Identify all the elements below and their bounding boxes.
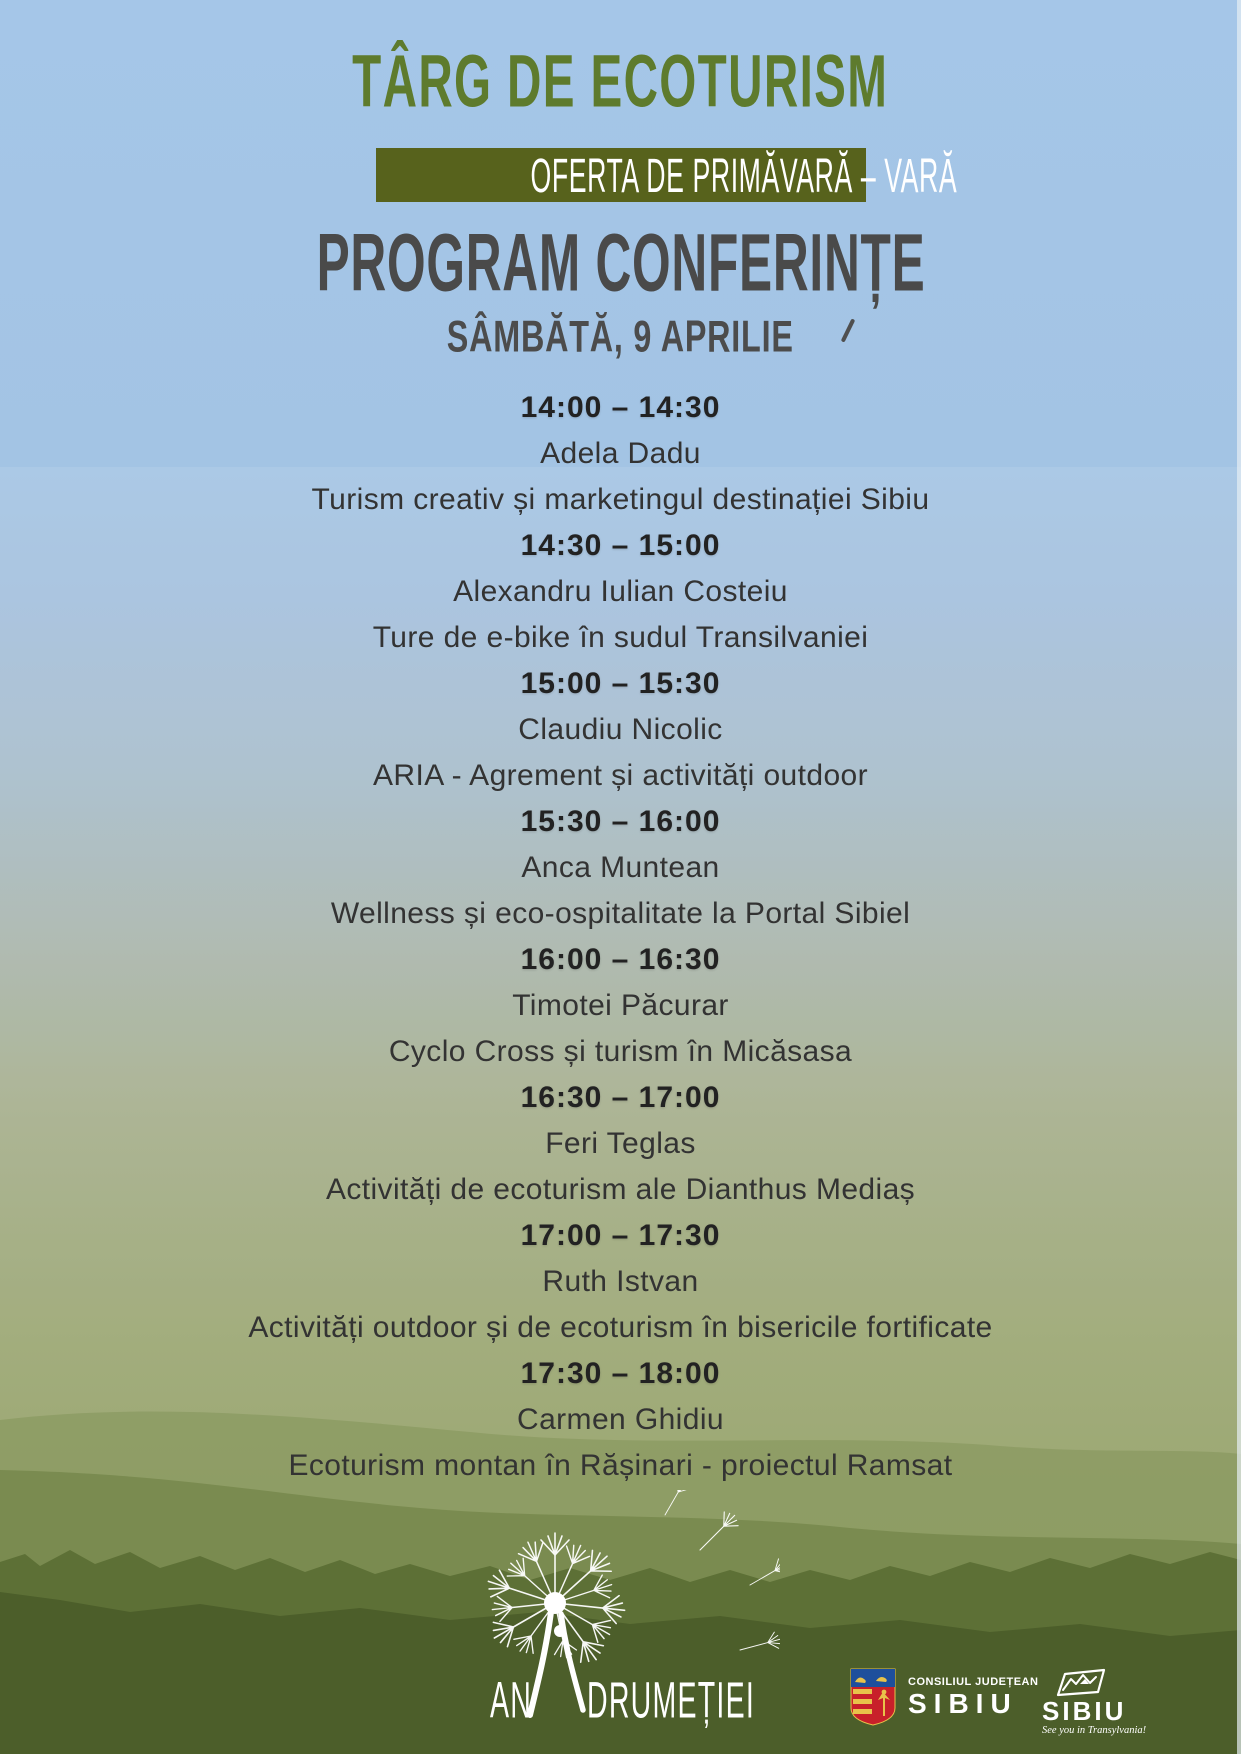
sibiu-tourism-logo xyxy=(1042,1668,1172,1737)
poster-title: TÂRG DE ECOTURISM xyxy=(352,39,889,123)
cj-sibiu-line2: SIBIU xyxy=(908,1688,1018,1719)
slot-time: 14:30 – 15:00 xyxy=(520,529,721,562)
slot-speaker: Ruth Istvan xyxy=(542,1265,699,1298)
date-row xyxy=(0,311,1241,362)
schedule-slot xyxy=(0,799,1241,937)
slot-time: 17:00 – 17:30 xyxy=(520,1219,721,1252)
slot-time: 14:00 – 14:30 xyxy=(520,391,721,424)
conference-schedule xyxy=(0,385,1241,1489)
slot-time: 15:30 – 16:00 xyxy=(520,805,721,838)
schedule-slot xyxy=(0,1213,1241,1351)
slot-time: 16:00 – 16:30 xyxy=(520,943,721,976)
slot-speaker: Anca Muntean xyxy=(521,851,720,884)
coat-of-arms-icon xyxy=(850,1668,896,1726)
subtitle-text: PROGRAM CONFERINȚE xyxy=(316,217,925,309)
slot-topic: Activități de ecoturism ale Dianthus Mediaș xyxy=(325,1173,916,1206)
slot-speaker: Adela Dadu xyxy=(540,437,701,470)
schedule-slot xyxy=(0,937,1241,1075)
slot-time: 15:00 – 15:30 xyxy=(520,667,721,700)
schedule-slot xyxy=(0,1075,1241,1213)
anii-drumetiei-label: DRUMEȚIEI xyxy=(587,1671,756,1729)
slot-topic: ARIA - Agrement și activități outdoor xyxy=(372,759,869,792)
banner-row xyxy=(0,148,1241,202)
schedule-slot xyxy=(0,1351,1241,1489)
slot-topic: Wellness și eco-ospitalitate la Portal Sibiel xyxy=(330,897,911,930)
sibiu-tourism-name: SIBIU xyxy=(1042,1696,1127,1726)
slot-topic: Ecoturism montan în Rășinari - proiectul Ramsat xyxy=(288,1449,953,1482)
slot-topic: Ture de e-bike în sudul Transilvaniei xyxy=(372,621,869,654)
mountains-map-icon xyxy=(1056,1668,1106,1698)
banner-box xyxy=(376,147,957,203)
sibiu-tourism-tagline: See you in Transylvania! xyxy=(1042,1725,1147,1736)
schedule-slot xyxy=(0,661,1241,799)
slot-speaker: Claudiu Nicolic xyxy=(518,713,723,746)
footer-logos xyxy=(0,1490,1241,1754)
poster-title-row xyxy=(0,39,1241,123)
slot-speaker: Carmen Ghidiu xyxy=(517,1403,724,1436)
banner-text: OFERTA DE PRIMĂVARĂ – VARĂ xyxy=(530,147,957,203)
slot-topic: Activități outdoor și de ecoturism în bisericile fortificate xyxy=(248,1311,993,1344)
slot-time: 16:30 – 17:00 xyxy=(520,1081,721,1114)
right-edge-strip xyxy=(1237,0,1241,1754)
slot-topic: Cyclo Cross și turism în Micăsasa xyxy=(388,1035,853,1068)
date-text: SÂMBĂTĂ, 9 APRILIE xyxy=(447,311,794,362)
schedule-slot xyxy=(0,385,1241,523)
cj-sibiu-line1: CONSILIUL JUDEȚEAN xyxy=(908,1676,1039,1688)
slot-speaker: Feri Teglas xyxy=(545,1127,696,1160)
anii-drumetiei-prefix: AN xyxy=(490,1671,533,1729)
subtitle-row xyxy=(0,217,1241,309)
consiliul-judetean-sibiu-logo xyxy=(850,1668,1038,1726)
slot-speaker: Alexandru Iulian Costeiu xyxy=(453,575,788,608)
slot-topic: Turism creativ și marketingul destinației Sibiu xyxy=(311,483,930,516)
slot-speaker: Timotei Păcurar xyxy=(512,989,729,1022)
schedule-slot xyxy=(0,523,1241,661)
slot-time: 17:30 – 18:00 xyxy=(520,1357,721,1390)
